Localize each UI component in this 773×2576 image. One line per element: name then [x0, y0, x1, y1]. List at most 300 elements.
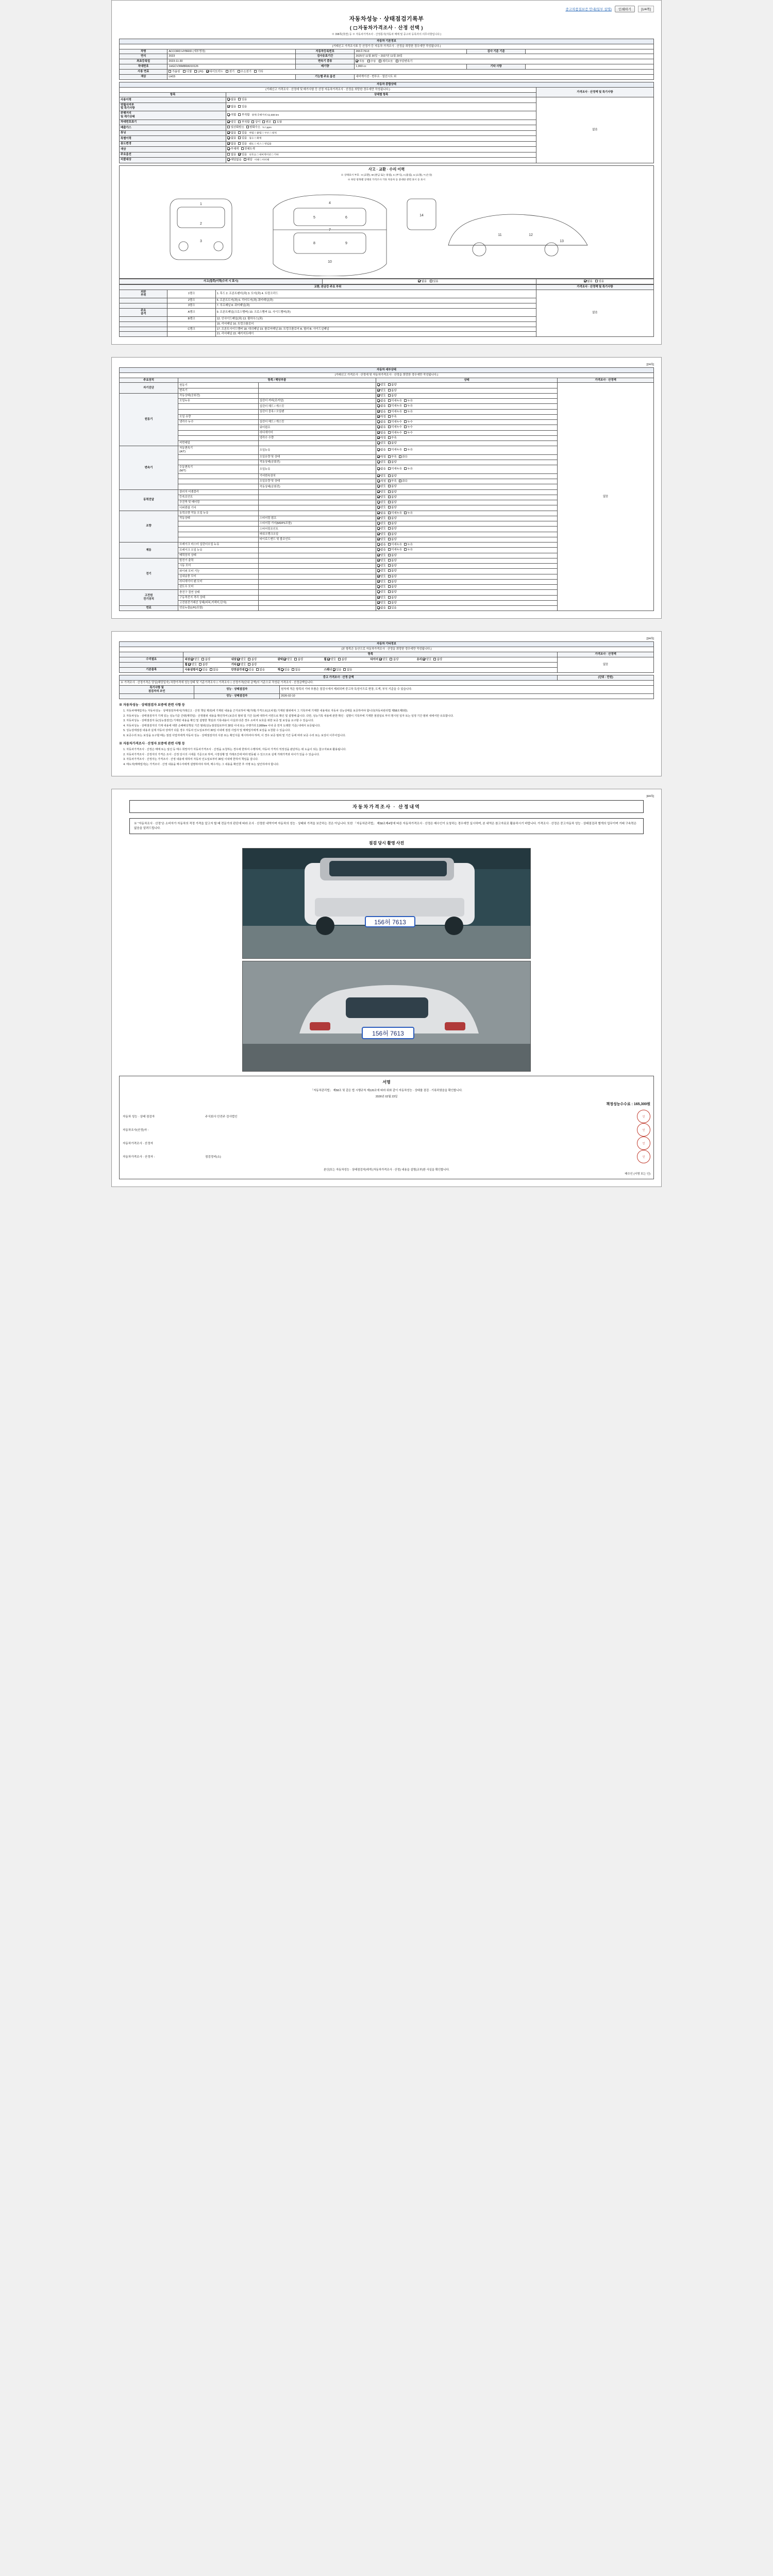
- overall-row-label: 차대번호표기: [120, 120, 226, 125]
- warranty-guide-link[interactable]: 중고차품질보증 안내(일부 설명): [565, 8, 612, 11]
- frame-level: 3랭크: [167, 303, 215, 308]
- note-item: 5. 성능상태점검 내용과 실제 자동차 상태가 다를 경우 자동차 인도일로부터 30일 이내에 점검 사업자 및 매매업자에게 보상을 요청할 수 있습니다.: [126, 729, 654, 733]
- detail-item: [178, 425, 259, 430]
- overall-4-1-checkbox[interactable]: [246, 126, 249, 128]
- value-speed-std: [526, 49, 654, 54]
- detail-4-4-1-checkbox[interactable]: [388, 533, 391, 535]
- overall-1-0-checkbox[interactable]: [227, 105, 230, 108]
- price-row-label: 특기사항 및 점검자의 조언: [120, 685, 194, 694]
- detail-4-4-0-checkbox[interactable]: [377, 533, 380, 535]
- detail-subitem: [258, 505, 376, 511]
- svg-text:156허 7613: 156허 7613: [374, 919, 406, 926]
- detail-state: 없음 미세누유 누유: [376, 511, 558, 516]
- overall-row-extra: 침수 □ 화재: [249, 137, 262, 140]
- signature-role: 자동차가격조사 · 산정자: [123, 1142, 154, 1146]
- detail-item: 디퍼렌셜 기어: [178, 505, 259, 511]
- note-item: 2. 자동차가격조사 · 산정자의 가격은 조사 · 산정 당시의 시세를 기준으로 하며, 시장상황 및 거래조건에 따라 변동될 수 있으므로 실제 거래가격과 차이가 있을 수 있습니다.: [126, 753, 654, 757]
- detail-4-3-1-checkbox[interactable]: [388, 527, 391, 530]
- value-year: 2023: [167, 54, 296, 59]
- detail-item: 커먼레일: [178, 441, 259, 446]
- detail-3-1-1-checkbox[interactable]: [388, 496, 391, 498]
- detail-7-1-0-checkbox[interactable]: [377, 596, 380, 599]
- detail-2-1-1-checkbox[interactable]: [388, 455, 391, 458]
- detail-subitem: [258, 564, 376, 569]
- overall-row-label: 리콜대상: [120, 158, 226, 163]
- detail-3-3-0-checkbox[interactable]: [377, 506, 380, 509]
- detail-1-6-0-checkbox[interactable]: [377, 426, 380, 428]
- other-0-2-0-checkbox[interactable]: [283, 658, 286, 660]
- frame-level: A랭크: [167, 308, 215, 317]
- detail-1-2-2-checkbox[interactable]: [404, 404, 407, 407]
- other-info-table: [119, 641, 654, 673]
- detail-1-7-1-checkbox[interactable]: [388, 431, 391, 434]
- detail-5-1-1-checkbox[interactable]: [388, 548, 391, 551]
- section-header-overall: 자동차 종합상태: [120, 82, 654, 88]
- seal-stamp: 인: [637, 1123, 650, 1137]
- detail-2-0-1-checkbox[interactable]: [388, 448, 391, 451]
- document-page: [0, 0, 773, 1187]
- detail-subitem: [258, 585, 376, 590]
- overall-7-0-checkbox[interactable]: [227, 142, 230, 145]
- detail-5-2-0-checkbox[interactable]: [377, 554, 380, 556]
- other-1-1-1-checkbox[interactable]: [248, 663, 250, 666]
- frame-group: [120, 321, 167, 327]
- detail-state: 양호 불량: [376, 532, 558, 537]
- detail-5-0-2-checkbox[interactable]: [404, 543, 407, 546]
- other-0-0-0-checkbox[interactable]: [191, 658, 193, 660]
- detail-state: 양호 불량: [376, 393, 558, 398]
- seal-stamp: 인: [637, 1150, 650, 1163]
- checkbox-price-survey[interactable]: [354, 26, 357, 30]
- other-rows-body: [120, 657, 654, 673]
- detail-4-3-0-checkbox[interactable]: [377, 527, 380, 530]
- overall-6-0-checkbox[interactable]: [227, 137, 230, 139]
- detail-state: 적정 부족 과다: [376, 454, 558, 460]
- overall-8-0-checkbox[interactable]: [227, 147, 230, 150]
- detail-1-5-0-checkbox[interactable]: [377, 420, 380, 423]
- detail-6-0-1-checkbox[interactable]: [388, 559, 391, 562]
- detail-6-5-0-checkbox[interactable]: [377, 585, 380, 588]
- sheet-page-2: [111, 357, 662, 619]
- other-cell: 내장 양호 불량: [231, 658, 257, 662]
- detail-1-6-1-checkbox[interactable]: [388, 426, 391, 428]
- detail-1-7-0-checkbox[interactable]: [377, 431, 380, 434]
- detail-5-1-0-checkbox[interactable]: [377, 548, 380, 551]
- sheet-page-3: [111, 631, 662, 776]
- other-2-0-0-checkbox[interactable]: [199, 668, 201, 671]
- checkbox-electric[interactable]: [226, 70, 228, 73]
- detail-state: 양호 불량: [376, 460, 558, 465]
- frame-parts-table: [119, 284, 654, 337]
- detail-state: 양호 불량: [376, 527, 558, 532]
- section-header-detail: 자동차 세부상태: [120, 368, 654, 373]
- detail-state: 적정 부족 과다: [376, 479, 558, 484]
- detail-1-2-0-checkbox[interactable]: [377, 404, 380, 407]
- signature-rows: [123, 1110, 650, 1163]
- detail-0-0-0-checkbox[interactable]: [377, 383, 380, 386]
- photo-rear-svg: [243, 961, 531, 1072]
- other-2-2-1-checkbox[interactable]: [292, 668, 294, 671]
- other-0-4-1-checkbox[interactable]: [390, 658, 392, 660]
- detail-subitem: [258, 548, 376, 553]
- detail-1-9-0-checkbox[interactable]: [377, 442, 380, 444]
- detail-1-0-1-checkbox[interactable]: [388, 394, 391, 397]
- checkbox-simple-yes[interactable]: [595, 280, 598, 282]
- checkbox-semi-auto[interactable]: [379, 60, 381, 62]
- detail-4-2-1-checkbox[interactable]: [388, 522, 391, 524]
- detail-1-2-1-checkbox[interactable]: [388, 404, 391, 407]
- detail-2-0-0-checkbox[interactable]: [377, 448, 380, 451]
- other-0-3-1-checkbox[interactable]: [338, 658, 341, 660]
- overall-0-1-checkbox[interactable]: [238, 98, 241, 100]
- signature-section: [119, 1076, 654, 1179]
- signature-company: 점검정비(소): [205, 1156, 221, 1159]
- detail-3-0-1-checkbox[interactable]: [388, 490, 391, 493]
- detail-row: [120, 383, 654, 388]
- overall-3-4-checkbox[interactable]: [273, 121, 276, 123]
- detail-2-4-1-checkbox[interactable]: [388, 474, 391, 477]
- detail-2-2-1-checkbox[interactable]: [388, 461, 391, 463]
- detail-state: 양호 불량: [376, 574, 558, 579]
- detail-right-value: 없음: [558, 383, 654, 611]
- detail-3-2-1-checkbox[interactable]: [388, 501, 391, 503]
- detail-2-2-0-checkbox[interactable]: [377, 461, 380, 463]
- overall-condition-table: [119, 82, 654, 163]
- detail-6-4-0-checkbox[interactable]: [377, 580, 380, 583]
- detail-6-1-1-checkbox[interactable]: [388, 564, 391, 567]
- page-title: 자동차성능 · 상태점검기록부: [349, 16, 424, 22]
- detail-state: 적정 부족: [376, 435, 558, 440]
- checkbox-manual[interactable]: [367, 60, 370, 62]
- detail-0-1-0-checkbox[interactable]: [377, 389, 380, 392]
- overall-3-0-checkbox[interactable]: [227, 121, 230, 123]
- section-sub-other: (본 항목은 동산으로 자동차가격조사 · 산정을 희망한 경우에만 작성됩니다.): [120, 647, 654, 652]
- detail-6-1-0-checkbox[interactable]: [377, 564, 380, 567]
- detail-subitem: [258, 558, 376, 563]
- overall-9-1-checkbox[interactable]: [238, 153, 241, 156]
- label-reg-no: 자동차등록번호: [296, 49, 355, 54]
- value-inspection-period: 2025년 11월 30일 ~ 2027년 11월 29일: [355, 54, 654, 59]
- sheet-page-1: [111, 0, 662, 345]
- detail-8-0-0-checkbox[interactable]: [377, 606, 380, 609]
- other-2-0-1-checkbox[interactable]: [210, 668, 212, 671]
- checkbox-gasoline[interactable]: [169, 70, 171, 73]
- overall-3-1-checkbox[interactable]: [238, 121, 241, 123]
- detail-subitem: 파워크랭크오일: [258, 532, 376, 537]
- detail-col-4: 가격조사 · 산정액: [558, 378, 654, 383]
- detail-1-6-2-checkbox[interactable]: [404, 426, 407, 428]
- overall-5-1-checkbox[interactable]: [238, 131, 241, 134]
- detail-3-1-0-checkbox[interactable]: [377, 496, 380, 498]
- detail-1-4-1-checkbox[interactable]: [388, 415, 391, 418]
- detail-4-5-0-checkbox[interactable]: [377, 538, 380, 540]
- detail-subitem: 작동상태(공회전): [258, 460, 376, 465]
- detail-2-1-2-checkbox[interactable]: [399, 455, 401, 458]
- detail-6-5-1-checkbox[interactable]: [388, 585, 391, 588]
- overall-10-0-checkbox[interactable]: [227, 158, 230, 161]
- other-1-0-0-checkbox[interactable]: [188, 663, 191, 666]
- detail-state: 양호 불량: [376, 495, 558, 500]
- detail-2-5-1-checkbox[interactable]: [388, 480, 391, 482]
- detail-2-5-2-checkbox[interactable]: [399, 480, 401, 482]
- detail-subitem: 실린더 커버(로커암): [258, 399, 376, 404]
- detail-0-1-1-checkbox[interactable]: [388, 389, 391, 392]
- checkbox-accident-none[interactable]: [418, 280, 421, 282]
- detail-0-0-1-checkbox[interactable]: [388, 383, 391, 386]
- detail-item: 냉각수 누수: [178, 420, 259, 425]
- detail-subitem: [258, 553, 376, 558]
- detail-item: [178, 521, 259, 527]
- frame-group: [120, 332, 167, 337]
- detail-1-8-1-checkbox[interactable]: [388, 436, 391, 439]
- detail-4-1-1-checkbox[interactable]: [388, 517, 391, 519]
- other-2-1-0-checkbox[interactable]: [245, 668, 248, 671]
- detail-4-0-2-checkbox[interactable]: [404, 512, 407, 514]
- detail-state: 양호 불량: [376, 595, 558, 600]
- detail-1-4-0-checkbox[interactable]: [377, 415, 380, 418]
- checkbox-accident-yes[interactable]: [430, 280, 432, 282]
- checkbox-cvt[interactable]: [396, 60, 398, 62]
- other-cell: 광택 양호 불량: [277, 658, 304, 662]
- detail-2-6-1-checkbox[interactable]: [388, 485, 391, 487]
- detail-1-1-1-checkbox[interactable]: [388, 399, 391, 402]
- overall-row-state: 해당없음 해당 이행 □ 미이행: [226, 158, 536, 163]
- detail-group: 제동: [120, 543, 178, 558]
- detail-6-4-1-checkbox[interactable]: [388, 580, 391, 583]
- print-button[interactable]: 인쇄하기: [615, 6, 635, 12]
- overall-2-0-checkbox[interactable]: [227, 113, 230, 116]
- detail-subitem: 타이로드엔드 및 볼조인트: [258, 537, 376, 542]
- overall-row-state: 무채색 전체도색: [226, 147, 536, 152]
- detail-subitem: [258, 600, 376, 605]
- other-2-2-0-checkbox[interactable]: [281, 668, 283, 671]
- detail-2-5-0-checkbox[interactable]: [377, 480, 380, 482]
- seal-stamp: 인: [637, 1137, 650, 1150]
- signature-text: 「자동차관리법」 제58조 및 같은 법 시행규칙 제120조에 따라 위와 같이 자동차성능 · 상태를 점검 · 기록하였음을 확인합니다.: [310, 1089, 463, 1093]
- overall-row-label: 배출가스: [120, 125, 226, 130]
- other-2-3-0-checkbox[interactable]: [333, 668, 335, 671]
- detail-state: 없음 미세누유 누유: [376, 465, 558, 474]
- signature-role: 자동차조사(산정)자 :: [123, 1129, 149, 1132]
- other-cell: 휠 양호 불량: [324, 658, 347, 662]
- detail-subitem: [258, 441, 376, 446]
- detail-1-7-2-checkbox[interactable]: [404, 431, 407, 434]
- overall-1-1-checkbox[interactable]: [238, 105, 241, 108]
- overall-3-3-checkbox[interactable]: [262, 121, 265, 123]
- other-0-1-0-checkbox[interactable]: [237, 658, 240, 660]
- detail-subitem: [258, 414, 376, 419]
- detail-subitem: [258, 590, 376, 595]
- overall-4-0-checkbox[interactable]: [227, 126, 230, 128]
- overall-row-state: 양호 부적합 상이 변조 도말: [226, 120, 536, 125]
- detail-item: [178, 473, 259, 479]
- frame-right-header: 가격조사 · 산정액 및 특기사항: [536, 284, 653, 290]
- overall-row-extra: 렌트 □ 리스 □ 영업용: [249, 143, 272, 146]
- other-0-5-0-checkbox[interactable]: [423, 658, 425, 660]
- detail-3-2-0-checkbox[interactable]: [377, 501, 380, 503]
- checkbox-simple-none[interactable]: [584, 280, 586, 282]
- detail-2-3-2-checkbox[interactable]: [404, 467, 407, 470]
- value-mileage-std: [526, 64, 654, 70]
- note-item: 2. 자동차성능 · 상태점검자가 기재 있는 성능기준 간략(계약일) · 산정범위 내용을 확인하여 (보증의 범위 및 기간 등)에 대하여 서면으로 확인 및 설명해 줍니다. 다만, 성능기록 내용에 관한 확인 · 설명이 기록부에 기재한 점검일로 부터 명시된 일자 또는 일정 기간 범위 내에서만 유효합니다.: [126, 715, 654, 719]
- fee-value: 165,300원: [633, 1103, 650, 1107]
- detail-2-1-0-checkbox[interactable]: [377, 455, 380, 458]
- other-0-0-1-checkbox[interactable]: [201, 658, 204, 660]
- detail-4-1-0-checkbox[interactable]: [377, 517, 380, 519]
- detail-subitem: [258, 579, 376, 584]
- detail-col-1: 주요장치: [120, 378, 178, 383]
- detail-4-5-1-checkbox[interactable]: [388, 538, 391, 540]
- other-0-1-1-checkbox[interactable]: [248, 658, 250, 660]
- detail-subitem: 라디에이터: [258, 430, 376, 435]
- signature-role: 자동차 성능 · 상태 점검자: [123, 1115, 155, 1119]
- detail-4-2-0-checkbox[interactable]: [377, 522, 380, 524]
- overall-10-1-checkbox[interactable]: [244, 158, 246, 161]
- detail-5-2-1-checkbox[interactable]: [388, 554, 391, 556]
- detail-state: 양호 불량: [376, 564, 558, 569]
- overall-row-label: 특별이력: [120, 136, 226, 141]
- checkbox-diesel[interactable]: [183, 70, 186, 73]
- legend-header: 사고(접촉)이력(수리 시 표시): [120, 279, 323, 284]
- detail-4-0-1-checkbox[interactable]: [388, 512, 391, 514]
- page-indicator-2: [2/4쪽]: [646, 363, 654, 367]
- frame-level: B랭크: [167, 317, 215, 322]
- section-sub-basic: (거래신고 가격조사표 등 산정가 등 자동차 가격조사 · 산정을 희망한 경우에만 작성됩니다.): [120, 44, 654, 49]
- overall-2-1-checkbox[interactable]: [238, 113, 241, 116]
- detail-subitem: [258, 393, 376, 398]
- detail-rows-body: [120, 383, 654, 611]
- overall-row-label: 용도변경: [120, 141, 226, 146]
- detail-7-2-0-checkbox[interactable]: [377, 601, 380, 604]
- detail-2-0-2-checkbox[interactable]: [404, 448, 407, 451]
- notes-list-2: [126, 748, 654, 767]
- detail-subitem: 오일유량 및 상태: [258, 479, 376, 484]
- detail-1-0-0-checkbox[interactable]: [377, 394, 380, 397]
- overall-row-extra: 적법 □ 불법 □ 구조 □ 장치: [249, 132, 277, 135]
- detail-6-3-1-checkbox[interactable]: [388, 575, 391, 578]
- notes-title-2: ※ 자동차가격조사 · 산정자 보증에 관련 사항 등: [119, 742, 185, 746]
- price-desc: ※ 가격조사 · 산정가격은 당일(해당일자) 차량가격에 성능상태 및 기준가격조사 □ 가격조사 □ 산정가격(단위 금액)의 기준으로 작성된 가격조사 · 산정금액입니다.: [120, 681, 654, 686]
- detail-6-2-1-checkbox[interactable]: [388, 569, 391, 572]
- basic-info-table: [119, 39, 654, 80]
- detail-group: 연료: [120, 606, 178, 611]
- checkbox-hybrid[interactable]: [206, 70, 209, 73]
- notes-title-1: ※ 자동차성능 · 상태점검자 보증에 관련 사항 등: [119, 703, 185, 707]
- detail-1-9-1-checkbox[interactable]: [388, 442, 391, 444]
- frame-header: 교환, 판금등 주요 부위: [120, 284, 536, 290]
- detail-6-3-0-checkbox[interactable]: [377, 575, 380, 578]
- other-cell: 타이어 양호 불량: [370, 658, 399, 662]
- detail-item: 와이퍼 모터 기능: [178, 569, 259, 574]
- detail-state: 양호 불량: [376, 600, 558, 605]
- detail-subitem: 오일누유: [258, 465, 376, 474]
- detail-7-0-1-checkbox[interactable]: [388, 590, 391, 593]
- detail-3-3-1-checkbox[interactable]: [388, 506, 391, 509]
- overall-5-0-checkbox[interactable]: [227, 131, 230, 134]
- detail-item: 클러치 어셈블리: [178, 489, 259, 495]
- detail-1-5-2-checkbox[interactable]: [404, 420, 407, 423]
- checkbox-auto[interactable]: [356, 60, 358, 62]
- overall-3-2-checkbox[interactable]: [251, 121, 254, 123]
- detail-7-1-1-checkbox[interactable]: [388, 596, 391, 599]
- other-0-5-1-checkbox[interactable]: [433, 658, 436, 660]
- detail-item: [178, 435, 259, 440]
- detail-state: 없음 미세누수 누수: [376, 430, 558, 435]
- detail-1-3-2-checkbox[interactable]: [404, 410, 407, 413]
- overall-row-label: 사용이력: [120, 97, 226, 103]
- svg-text:12: 12: [529, 233, 533, 237]
- other-1-0-1-checkbox[interactable]: [199, 663, 201, 666]
- detail-1-1-2-checkbox[interactable]: [404, 399, 407, 402]
- price-estimate-table: [119, 675, 654, 699]
- detail-2-3-1-checkbox[interactable]: [388, 467, 391, 470]
- detail-5-0-0-checkbox[interactable]: [377, 543, 380, 546]
- overall-0-0-checkbox[interactable]: [227, 98, 230, 100]
- detail-1-3-1-checkbox[interactable]: [388, 410, 391, 413]
- detail-1-3-0-checkbox[interactable]: [377, 410, 380, 413]
- value-displacement: 1,993 cc: [355, 64, 467, 70]
- detail-1-5-1-checkbox[interactable]: [388, 420, 391, 423]
- detail-5-1-2-checkbox[interactable]: [404, 548, 407, 551]
- overall-6-1-checkbox[interactable]: [238, 137, 241, 139]
- detail-4-0-0-checkbox[interactable]: [377, 512, 380, 514]
- detail-subitem: 실린더 헤드 / 개스킷: [258, 404, 376, 409]
- detail-2-3-0-checkbox[interactable]: [377, 467, 380, 470]
- price-row-value: 원칙에 적은 항목의 기타 부품은 점검시에서 제외되며 중고차 특성이므로 현장, 도색, 부식 기준을 수 있습니다.: [280, 685, 654, 694]
- detail-3-0-0-checkbox[interactable]: [377, 490, 380, 493]
- plate-code: LH15: [169, 75, 176, 79]
- overall-7-1-checkbox[interactable]: [238, 142, 241, 145]
- detail-1-1-0-checkbox[interactable]: [377, 399, 380, 402]
- detail-2-4-0-checkbox[interactable]: [377, 474, 380, 477]
- detail-6-0-0-checkbox[interactable]: [377, 559, 380, 562]
- other-0-4-0-checkbox[interactable]: [379, 658, 382, 660]
- overall-col-state: 상태별 항목: [226, 92, 536, 97]
- value-fuel: 가솔린 디젤 LPG 하이브리드 전기 수소전기 기타: [167, 70, 654, 75]
- overall-9-0-checkbox[interactable]: [227, 153, 230, 156]
- other-2-3-1-checkbox[interactable]: [343, 668, 346, 671]
- detail-item: [178, 479, 259, 484]
- detail-col-3: 상태: [376, 378, 558, 383]
- detail-5-0-1-checkbox[interactable]: [388, 543, 391, 546]
- signature-row: [123, 1137, 650, 1150]
- other-0-2-1-checkbox[interactable]: [294, 658, 297, 660]
- other-0-3-0-checkbox[interactable]: [327, 658, 330, 660]
- detail-2-6-0-checkbox[interactable]: [377, 485, 380, 487]
- other-1-1-0-checkbox[interactable]: [237, 663, 240, 666]
- other-2-1-1-checkbox[interactable]: [256, 668, 259, 671]
- detail-7-2-1-checkbox[interactable]: [388, 601, 391, 604]
- detail-group: 변속기: [120, 446, 178, 489]
- price-row-sub: 성능 · 상태점검자: [194, 685, 280, 694]
- detail-6-2-0-checkbox[interactable]: [377, 569, 380, 572]
- photo-section-caption: 점검 당시 촬영 사진: [368, 841, 405, 846]
- detail-state: 없음 미세누유 누유: [376, 404, 558, 409]
- checkbox-hydrogen[interactable]: [238, 70, 240, 73]
- detail-subitem: 기어변속장치: [258, 473, 376, 479]
- detail-item: 고전원전기배선 상태(피복,커넥터,단자): [178, 600, 259, 605]
- detail-item: 충전구 절연 상태: [178, 590, 259, 595]
- detail-1-8-0-checkbox[interactable]: [377, 436, 380, 439]
- overall-8-1-checkbox[interactable]: [241, 147, 244, 150]
- detail-7-0-0-checkbox[interactable]: [377, 590, 380, 593]
- svg-text:4: 4: [329, 201, 331, 205]
- detail-8-0-1-checkbox[interactable]: [388, 606, 391, 609]
- checkbox-lpg[interactable]: [194, 70, 197, 73]
- detail-item: 동력조향 작동 오일 누유: [178, 511, 259, 516]
- checkbox-fuel-etc[interactable]: [254, 70, 257, 73]
- frame-row: [120, 290, 654, 298]
